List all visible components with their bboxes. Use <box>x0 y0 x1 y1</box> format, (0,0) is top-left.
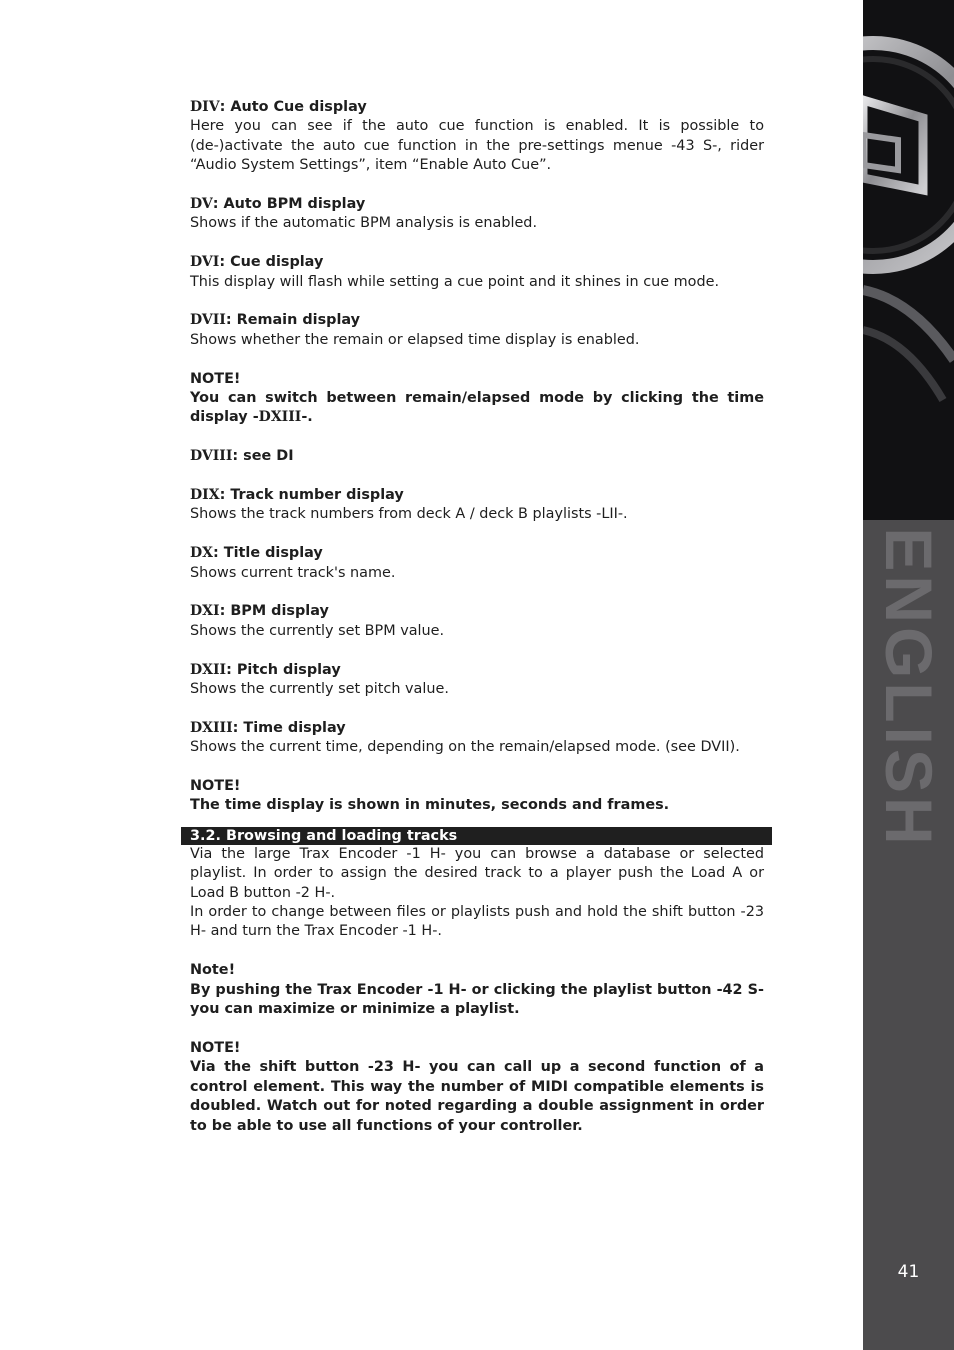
note-title: NOTE! <box>190 1039 241 1056</box>
entry-dvii <box>190 311 764 350</box>
entry-div <box>190 98 764 176</box>
entry-title: : Time display <box>232 719 346 736</box>
section-body <box>190 845 764 942</box>
page-number: 41 <box>897 1262 920 1282</box>
note-text: By pushing the Trax Encoder -1 H- or clicking the playlist button -42 S- you can maximize or minimize a playlist. <box>190 981 764 1018</box>
entry-dxii <box>190 661 764 700</box>
entry-id: DIX <box>190 487 220 504</box>
note-block <box>190 1039 764 1136</box>
note-block <box>190 961 764 1019</box>
note-title: Note! <box>190 962 236 979</box>
entry-title: : Auto Cue display <box>219 99 367 115</box>
entry-id: DXII <box>190 661 227 678</box>
note-ref-id: DXIII <box>258 409 302 426</box>
section-paragraph: Via the large Trax Encoder -1 H- you can browse a database or selected playlist. In order to assign the desired track to a player push the Load A or Load B button -2 H-. <box>190 845 764 901</box>
entry-description: This display will flash while setting a cue point and it shines in cue mode. <box>190 273 720 290</box>
entry-title: : Auto BPM display <box>212 196 366 213</box>
entry-id: DXIII <box>190 719 233 736</box>
entry-id: DVII <box>190 312 226 329</box>
entry-description: Shows the current time, depending on the remain/elapsed mode. (see DVII). <box>190 739 740 756</box>
entry-description: Shows the currently set pitch value. <box>190 681 449 698</box>
entry-heading <box>190 602 764 621</box>
entry-title: : Cue display <box>219 254 324 271</box>
language-label: ENGLISH <box>871 526 946 849</box>
note-text-part: You can switch between remain/elapsed mode by clicking the time display - <box>190 390 764 426</box>
note-text: Via the shift button -23 H- you can call up a second function of a control element. This way the number of MIDI compatible elements is doubled. Watch out for noted regarding a double assignment in order to be able to use all functions of your controller. <box>190 1059 764 1134</box>
entry-id: DV <box>190 196 213 213</box>
entry-heading <box>190 447 764 466</box>
entry-description: Shows the track numbers from deck A / deck B playlists -LII-. <box>190 506 628 523</box>
entry-description: Shows if the automatic BPM analysis is enabled. <box>190 215 538 232</box>
note-text <box>190 389 764 428</box>
entry-title: : Track number display <box>219 487 404 504</box>
entry-heading <box>190 544 764 563</box>
entry-id: DX <box>190 545 214 562</box>
entry-dv <box>190 195 764 234</box>
entry-title: : see DI <box>232 448 294 465</box>
entry-dxi <box>190 602 764 641</box>
entry-dxiii <box>190 719 764 758</box>
entry-id: DVI <box>190 254 220 271</box>
note-title: NOTE! <box>190 778 241 795</box>
entry-heading <box>190 311 764 330</box>
section-paragraph: In order to change between files or playlists push and hold the shift button -23 H- and turn the Trax Encoder -1 H-. <box>190 904 764 940</box>
entry-heading <box>190 661 764 680</box>
entry-title: : Pitch display <box>226 661 341 678</box>
entry-description: Here you can see if the auto cue function is enabled. It is possible to (de-)activate the auto cue function in the pre-settings menue -43 S-, rider “Audio System Settings”, item “Enable Auto Cue”. <box>190 118 764 174</box>
entry-id: DIV <box>190 99 220 115</box>
entry-dvi <box>190 253 764 292</box>
entry-description: Shows whether the remain or elapsed time display is enabled. <box>190 331 640 348</box>
entry-heading <box>190 195 764 214</box>
note-block <box>190 370 764 428</box>
note-title: NOTE! <box>190 370 241 387</box>
brand-logo-graphic <box>863 0 954 520</box>
entry-dx <box>190 544 764 583</box>
entry-heading <box>190 253 764 272</box>
entry-title: : Title display <box>213 545 323 562</box>
entry-dix <box>190 486 764 525</box>
note-text-part: -. <box>301 409 313 426</box>
entry-heading <box>190 98 764 117</box>
section-heading: 3.2. Browsing and loading tracks <box>181 827 772 845</box>
entry-description: Shows current track's name. <box>190 564 396 581</box>
entry-title: : Remain display <box>225 312 361 329</box>
entry-title: : BPM display <box>219 603 329 620</box>
language-tab <box>863 526 954 849</box>
page-content <box>190 98 764 1155</box>
entry-description: Shows the currently set BPM value. <box>190 622 445 639</box>
note-text: The time display is shown in minutes, seconds and frames. <box>190 797 670 814</box>
entry-id: DXI <box>190 603 220 620</box>
entry-heading <box>190 486 764 505</box>
entry-dviii <box>190 447 764 466</box>
entry-heading <box>190 719 764 738</box>
note-block <box>190 777 764 816</box>
entry-id: DVIII <box>190 448 233 465</box>
